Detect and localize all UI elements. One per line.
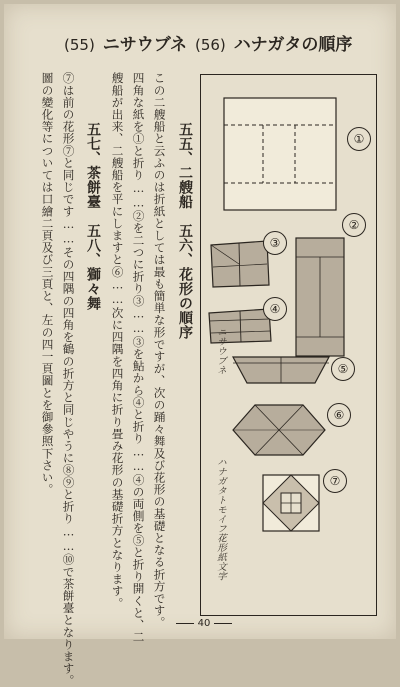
text-column-6: ⑦は前の花形⑦と同じです……その四隅の四角を鶴の折方と同じやうに⑧⑨と折り……⑩で茶餅臺となります。 [61, 72, 76, 687]
section-title-nisaubune: ニサウブネ [102, 35, 188, 55]
heading-column-5: 五七、茶餅臺 五八、獅々舞 [85, 122, 101, 311]
text-column-7: 圖の變化等については口繪二頁及び三頁と、左の四一頁圖とを御參照下さい。 [40, 72, 55, 496]
heading-column-1: 五五、二艘船 五六、花形の順序 [177, 122, 193, 340]
figure-7-flower [259, 471, 323, 535]
handwritten-note-5: ニサウブネ [215, 327, 226, 375]
diagram-box [200, 74, 377, 616]
figure-label-7: ⑦ [323, 469, 347, 493]
section-title-hanagata: ハナガタの順序 [233, 35, 353, 55]
text-column-4: 艘船が出来、二艘船を平にしますと⑥……次に四隅を四角に折り畳み花形の基礎折方となります。 [110, 72, 125, 610]
figure-label-1: ① [347, 127, 371, 151]
figure-label-6: ⑥ [327, 403, 351, 427]
text-column-3: 四角な紙を①と折り……②を二つに折り③……③を鮎から④と折り……④の両側を⑤と折り開くと、二 [131, 72, 146, 643]
text-column-2: この二艘船と云ふのは折紙としては最も簡単な形ですが、次の踊々舞及び花形の基礎となる折方です。 [152, 72, 167, 629]
figure-5-twin-boats [231, 355, 331, 385]
figure-6-hexagon [231, 403, 327, 457]
figure-label-4: ④ [263, 297, 287, 321]
figure-label-3: ③ [263, 231, 287, 255]
book-page [4, 4, 396, 687]
figure-1-square [223, 97, 338, 212]
figure-2-rectangle [295, 237, 345, 357]
page-header [64, 30, 364, 60]
section-number-56: (56) [194, 36, 226, 54]
figure-label-2: ② [342, 213, 366, 237]
section-number-55: (55) [64, 36, 95, 54]
handwritten-note-7: ハナガタトモイフ花形紙文字 [215, 457, 226, 581]
figure-3-fold [209, 237, 271, 289]
page-number: 40 [169, 618, 239, 632]
figure-label-5: ⑤ [331, 357, 355, 381]
